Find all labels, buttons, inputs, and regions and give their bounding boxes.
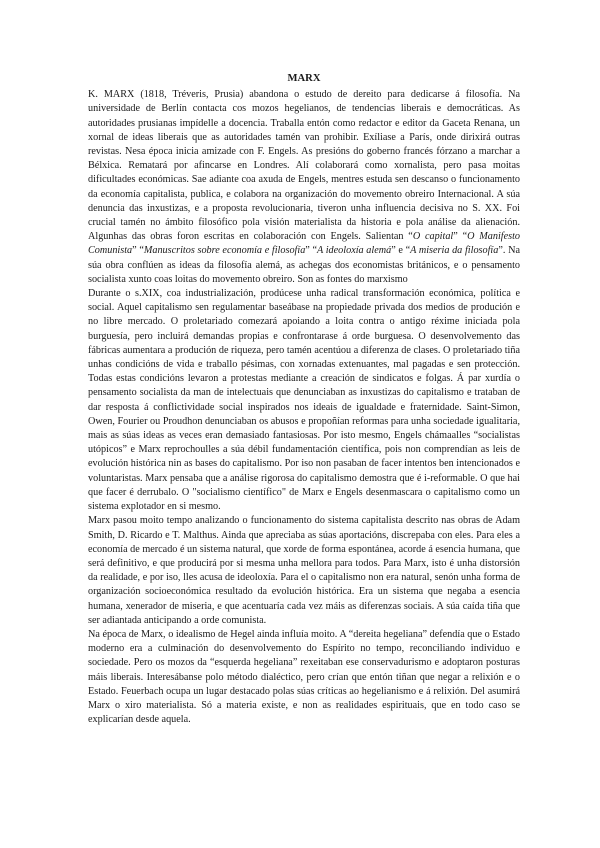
paragraph-text: K. MARX (1818, Tréveris, Prusia) abandona o estudo de dereito para dedicarse á filosofía. Na universidade de Berlín contacta cos mozos hegelianos, de tendencias liberais e democráticas. As autoridades prusianas impídelle a docencia. Traballa entón como redactor e editor da Gaceta Renana, un xornal de ideas liberais que as autoridades tamén van prohibir. Exíliase a París, onde dirixirá outras revistas. Nesa época inicia amizade con F. Engels. As presións do goberno francés fórzano a marchar a Bélxica. Rematará por afincarse en Londres. Alí colaborará como xornalista, pero pasa moitas dificultades económicas. Sae adiante coa axuda de Engels, mentres estuda sen descanso o funcionamento da economía capitalista, publica, e colabora na organización do movemento obreiro Internacional. A súa denuncia das inxustizas, e a proposta revolucionaria, tiveron unha influencia decisiva no S. XX. Foi crucial tamén no ámbito filosófico pola visión materialista da historia e pola análise da alienación. Algunhas das obras foron escritas en colaboración con Engels. Salientan “ <box>88 89 520 243</box>
work-title-capital: O capital <box>412 231 454 243</box>
paragraph-text: ” e “ <box>391 245 411 257</box>
paragraph-historical-context: Durante o s.XIX, coa industrialización, prodúcese unha radical transformación económica, política e social. Aquel capitalismo sen regulamentar baseábase na propiedade privada dos medios de produción e no libre mercado. O proletariado comezará apoiando a loita contra o antigo réxime iniciada pola burguesía, pero incluirá demandas propias e confrontarase á orde burguesa. O desenvolvemento das fábricas aumentara a produción de riqueza, pero tamén acentúou a diferenza de clases. O proletariado tiña unhas condicións de vida e traballo pésimas, con xornadas extenuantes, mal pagadas e sen protección. Todas estas condicións levaron a protestas mediante a creación de sindicatos e folgas. Á par xurdía o pensamento socialista da man de intelectuais que denunciaban as inxustizas do capitalismo e trataban de dar resposta á conflictividade social inspirados nos ideais de igualdade e fraternidade. Saint-Simon, Owen, Fourier ou Proudhon denunciaban os abusos e propoñían reformas para unha sociedade igualitaria, mais as súas ideas as veces eran demasiado fantasiosas. Por isto mesmo, Engels chámaalles “socialistas utópicos” e Marx reprochoulles a súa débil fundamentación científica, pois non comprendían as leis de evolución histórica nin as bases do capitalismo. Por iso non pasaban de facer intentos ben intencionados e voluntaristas. Marx pensaba que a análise rigorosa do capitalismo demostra que é i-reformable. O que hai que facer é derrubalo. O "socialismo científico" de Marx e Engels desenmascara o capitalismo como un sistema explotador en si mesmo. <box>88 288 520 513</box>
paragraph-economics: Marx pasou moito tempo analizando o funcionamento do sistema capitalista descrito nas obras de Adam Smith, D. Ricardo e T. Malthus. Ainda que apreciaba as súas aportacións, discrepaba con eles. Para eles a economía de mercado é un sistema natural, que xorde de forma espontánea, acorde á esencia humana, que será definitivo, e que producirá por si mesma unha mellora para todos. Para Marx, isto é unha distorsión da realidade, e por iso, lles acusa de ideoloxía. Para el o capitalismo non era natural, senón unha forma de organización socioeconómica resultado da evolución histórica. Era un sistema que negaba a esencia humana, xenerador de miseria, e que acentuaría cada vez máis as diferenzas sociais. A súa caída tiña que ser adiantada anticipando a orde comunista. <box>88 515 520 626</box>
paragraph-hegel: Na época de Marx, o idealismo de Hegel ainda influía moito. A “dereita hegeliana” defendía que o Estado moderno era a culminación do desenvolvemento do Espírito no tempo, reconciliando individuo e sociedade. Pero os mozos da “esquerda hegeliana” rexeitaban ese conservadurismo e adoptaron posturas máis liberais. Interesábanse polo método dialéctico, pero crían que entón tiñan que negar a relixión e o Estado. Feuerbach ocupa un lugar destacado polas súas críticas ao hegelianismo e á relixión. Del asumirá Marx o xiro materialista. Só a materia existe, e non as realidades espirituais, que en todo caso se explicarían desde aquela. <box>88 628 520 726</box>
work-title-poverty-of-philosophy: A miseria da filosofía <box>410 245 499 257</box>
document-page <box>88 72 520 727</box>
paragraph-biography <box>88 88 520 287</box>
work-title-manifesto: O Manifesto Comunista <box>88 231 521 257</box>
paragraph-text: ” “ <box>132 245 144 257</box>
document-title: MARX <box>287 73 321 84</box>
work-title-german-ideology: A ideoloxía alemá <box>317 245 392 257</box>
paragraph-text: ”. Na súa obra conflúen as ideas da filosofía alemá, as achegas dos economistas británicos, e o pensamento socialista xunto coas loitas do movemento obreiro. Son as fontes do marxismo <box>88 245 520 285</box>
work-title-manuscripts: Manuscritos sobre economía e filosofía <box>143 245 306 257</box>
paragraph-text: ” “ <box>453 231 468 243</box>
paragraph-text: ” “ <box>305 245 318 257</box>
